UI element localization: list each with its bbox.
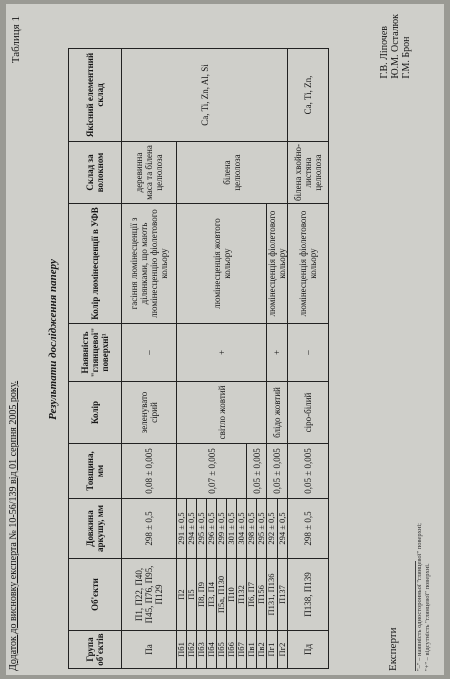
cell-objects: П2 <box>177 559 187 631</box>
cell-color: зеленувато сірий <box>122 382 177 444</box>
cell-length: 294 ± 0,5 <box>187 499 197 559</box>
cell-gloss: + <box>267 324 288 382</box>
cell-length: 298 ± 0,5 <box>288 499 329 559</box>
cell-objects: П6, П7 <box>247 559 257 631</box>
header-cell: Наявність "глянцевої" поверхні¹ <box>69 324 122 382</box>
footnote: "+" – відсутність "глянцевої" поверхні. <box>424 563 431 671</box>
cell-length: 291 ± 0,5 <box>177 499 187 559</box>
cell-group: Пб7 <box>237 631 247 669</box>
header-cell: Колір <box>69 382 122 444</box>
header-cell: Колір люмінесценції в УФВ <box>69 204 122 324</box>
cell-group: Пг2 <box>277 631 288 669</box>
header-cell: Якісний елементний склад <box>69 49 122 142</box>
cell-objects: П5 <box>187 559 197 631</box>
expert-name: Г.В. Ліпочев <box>379 26 390 79</box>
cell-length: 298 ± 0,5 <box>122 499 177 559</box>
expert-name: Г.М. Брон <box>401 36 412 79</box>
cell-group: Пд <box>288 631 329 669</box>
cell-fiber: білена хвойно-листяна целюлоза <box>288 142 329 204</box>
table-row <box>288 49 329 669</box>
cell-objects: П156 <box>257 559 267 631</box>
cell-gloss: – <box>288 324 329 382</box>
cell-group: Пб2 <box>187 631 197 669</box>
table-header-row <box>69 49 122 669</box>
cell-length: 295 ± 0,5 <box>257 499 267 559</box>
cell-objects: П1, П22, П40, П45, П76, П95, П129 <box>122 559 177 631</box>
header-note: Додаток до висновку експерта № 10-56/139 від 01 серпня 2005 року. <box>8 380 19 671</box>
cell-group: Пв2 <box>257 631 267 669</box>
cell-luminescence: люмінесценція жовтого кольору <box>177 204 267 324</box>
cell-objects: П131, П136 <box>267 559 278 631</box>
cell-color: сіро-білий <box>288 382 329 444</box>
cell-objects: П5а, П130 <box>217 559 227 631</box>
table-label: Таблиця 1 <box>10 16 22 64</box>
cell-thickness: 0,07 ± 0,005 <box>177 444 247 499</box>
cell-length: 299 ± 0,5 <box>217 499 227 559</box>
experts-label: Експерти <box>387 627 399 671</box>
cell-luminescence: люмінесценція фіолетового кольору <box>288 204 329 324</box>
cell-thickness: 0,05 ± 0,005 <box>288 444 329 499</box>
cell-gloss: – <box>122 324 177 382</box>
cell-fiber: білена целюлоза <box>177 142 288 204</box>
cell-group: Пб3 <box>197 631 207 669</box>
cell-length: 295 ± 0,5 <box>197 499 207 559</box>
cell-elements: Ca, Ti, Zn, Al, Si <box>122 49 288 142</box>
cell-objects: П8, П9 <box>197 559 207 631</box>
table-row <box>177 49 187 669</box>
cell-luminescence: люмінесценція фіолетового кольору <box>267 204 288 324</box>
cell-color: світло жовтий <box>177 382 267 444</box>
rotated-page <box>6 4 444 675</box>
cell-thickness: 0,08 ± 0,005 <box>122 444 177 499</box>
cell-length: 292 ± 0,5 <box>267 499 278 559</box>
header-cell: Склад за волокном <box>69 142 122 204</box>
cell-objects: П137 <box>277 559 288 631</box>
cell-group: Па <box>122 631 177 669</box>
cell-length: 298 ± 0,5 <box>247 499 257 559</box>
cell-objects: П132 <box>237 559 247 631</box>
cell-group: Пв1 <box>247 631 257 669</box>
footnote: "–" – наявність односторонньої "глянцевої" поверхні; <box>416 523 423 671</box>
expert-name: Ю.М. Осталюк <box>390 14 401 79</box>
cell-group: Пб1 <box>177 631 187 669</box>
cell-thickness: 0,05 ± 0,005 <box>247 444 267 499</box>
cell-color: блідо жовтий <box>267 382 288 444</box>
cell-fiber: деревинна маса та білена целюлоза <box>122 142 177 204</box>
cell-gloss: + <box>177 324 267 382</box>
cell-elements: Ca, Ti, Zn, <box>288 49 329 142</box>
document-paper <box>6 4 444 675</box>
cell-length: 294 ± 0,5 <box>277 499 288 559</box>
experts-list <box>379 14 412 79</box>
cell-group: Пб5 <box>217 631 227 669</box>
cell-thickness: 0,05 ± 0,005 <box>267 444 288 499</box>
cell-group: Пб4 <box>207 631 217 669</box>
footnotes <box>416 523 432 671</box>
cell-length: 304 ± 0,5 <box>237 499 247 559</box>
cell-objects: П3, П4 <box>207 559 217 631</box>
table-title: Результати дослідження паперу <box>47 259 59 420</box>
cell-objects: П138, П139 <box>288 559 329 631</box>
results-table <box>68 48 329 669</box>
cell-group: Пб6 <box>227 631 237 669</box>
header-cell: Група об'єктів <box>69 631 122 669</box>
cell-objects: П10 <box>227 559 237 631</box>
cell-luminescence: гасіння люмінесценції з ділянками, що мають люмінесценцію фіолетового кольору <box>122 204 177 324</box>
cell-length: 301 ± 0,5 <box>227 499 237 559</box>
header-cell: Довжина аркушу, мм <box>69 499 122 559</box>
header-cell: Товщина, мм <box>69 444 122 499</box>
header-cell: Об'єкти <box>69 559 122 631</box>
table-row <box>122 49 177 669</box>
cell-length: 296 ± 0,5 <box>207 499 217 559</box>
cell-group: Пг1 <box>267 631 278 669</box>
